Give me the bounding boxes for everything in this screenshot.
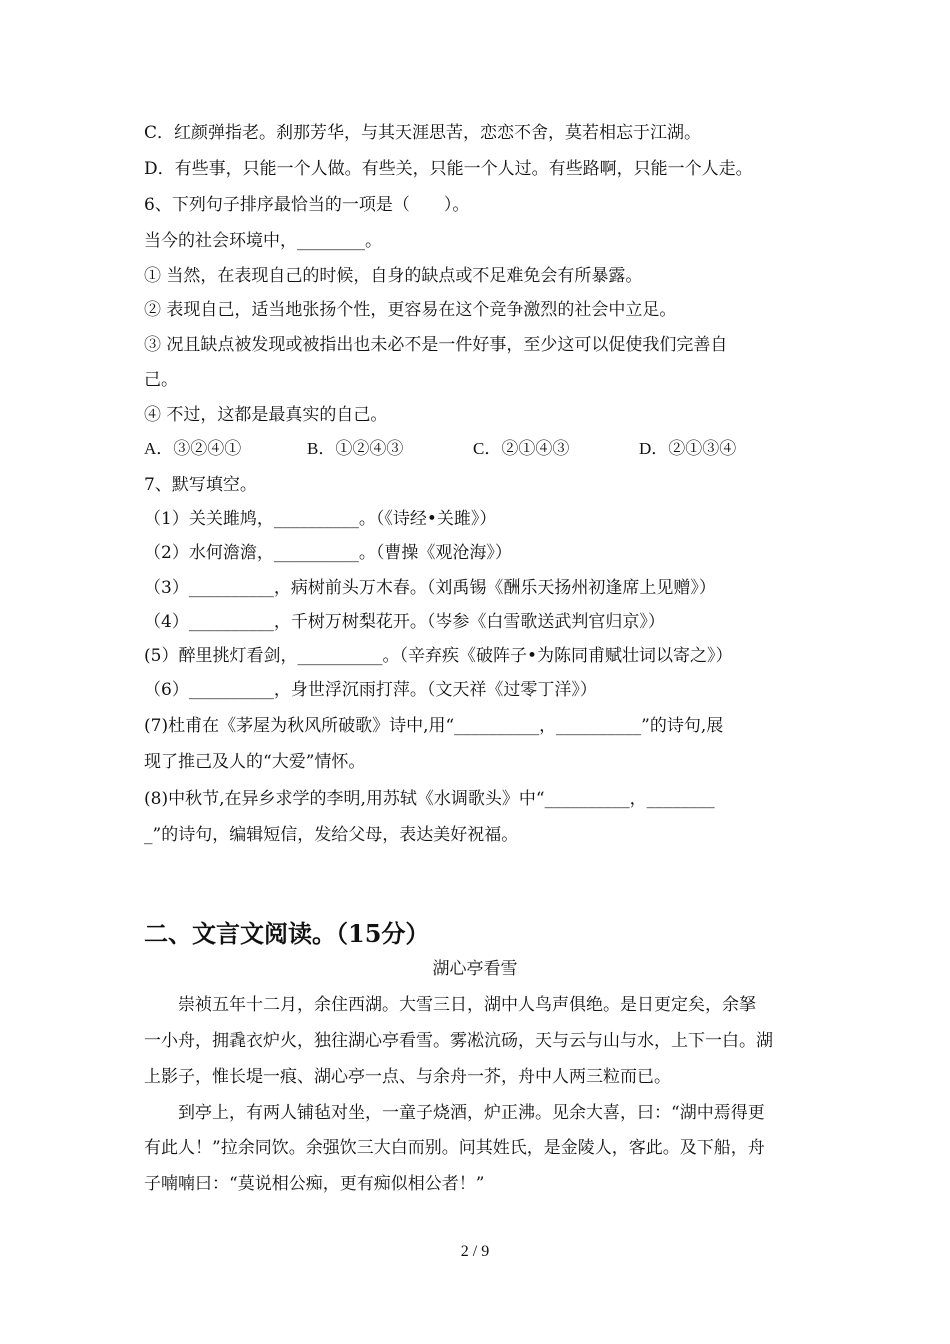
- sentence-3: ③ 况且缺点被发现或被指出也未必不是一件好事，至少这可以促使我们完善自: [144, 335, 728, 355]
- question-6: 6、下列句子排序最恰当的一项是（ ）。: [144, 195, 470, 215]
- fill-blank-8: (8)中秋节,在异乡求学的李明,用苏轼《水调歌头》中“__________，________: [144, 789, 715, 809]
- fill-blank-7-cont: 现了推己及人的“大爱”情怀。: [144, 752, 366, 772]
- option-a: A．③②④①: [144, 439, 242, 458]
- text-line: D．有些事，只能一个人做。有些关，只能一个人过。有些路啊，只能一个人走。: [144, 159, 753, 179]
- sentence-4: ④ 不过，这都是最真实的自己。: [144, 405, 388, 425]
- sentence-1: ① 当然，在表现自己的时候，自身的缺点或不足难免会有所暴露。: [144, 266, 643, 286]
- text-line: C．红颜弹指老。刹那芳华，与其天涯思苦，恋恋不舍，莫若相忘于江湖。: [144, 123, 702, 143]
- option-b: B．①②④③: [307, 439, 404, 458]
- passage-title: 湖心亭看雪: [432, 959, 518, 979]
- passage-line: 到亭上，有两人铺毡对坐，一童子烧酒，炉正沸。见余大喜，曰：“湖中焉得更: [144, 1103, 765, 1123]
- text-line: 当今的社会环境中，________。: [144, 231, 382, 251]
- sentence-3-cont: 己。: [144, 370, 178, 390]
- fill-blank-3: （3）__________，病树前头万木春。（刘禹锡《酬乐天扬州初逢席上见赠》）: [144, 578, 716, 598]
- fill-blank-6: （6）__________，身世浮沉雨打萍。（文天祥《过零丁洋》）: [144, 680, 597, 700]
- sentence-2: ② 表现自己，适当地张扬个性，更容易在这个竞争激烈的社会中立足。: [144, 300, 677, 320]
- passage-line: 有此人！”拉余同饮。余强饮三大白而别。问其姓氏，是金陵人，客此。及下船，舟: [144, 1138, 765, 1158]
- passage-line: 子喃喃曰：“莫说相公痴，更有痴似相公者！”: [144, 1174, 485, 1194]
- option-c: C．②①④③: [473, 439, 570, 458]
- fill-blank-2: （2）水何澹澹，__________。（曹操《观沧海》）: [144, 543, 512, 563]
- option-d: D．②①③④: [639, 439, 737, 458]
- fill-blank-1: （1）关关雎鸠，__________。（《诗经•关雎》）: [144, 509, 497, 529]
- question-7: 7、默写填空。: [144, 475, 257, 495]
- passage-line: 上影子，惟长堤一痕、湖心亭一点、与余舟一芥，舟中人两三粒而已。: [144, 1067, 671, 1087]
- section-heading: 二、文言文阅读。（15分）: [144, 919, 430, 948]
- fill-blank-8-cont: _”的诗句，编辑短信，发给父母，表达美好祝福。: [144, 825, 519, 845]
- fill-blank-5: (5）醉里挑灯看剑，__________。（辛弃疾《破阵子•为陈同甫赋壮词以寄之》）: [144, 646, 733, 666]
- page-number: 2 / 9: [460, 1243, 490, 1260]
- passage-line: 崇祯五年十二月，余住西湖。大雪三日，湖中人鸟声俱绝。是日更定矣，余拏: [144, 995, 756, 1015]
- fill-blank-7: (7)杜甫在《茅屋为秋风所破歌》诗中,用“__________，__________”的诗句,展: [144, 716, 724, 736]
- fill-blank-4: （4）__________，千树万树梨花开。（岑参《白雪歌送武判官归京》）: [144, 612, 665, 632]
- passage-line: 一小舟，拥毳衣炉火，独往湖心亭看雪。雾凇沆砀，天与云与山与水，上下一白。湖: [144, 1031, 773, 1051]
